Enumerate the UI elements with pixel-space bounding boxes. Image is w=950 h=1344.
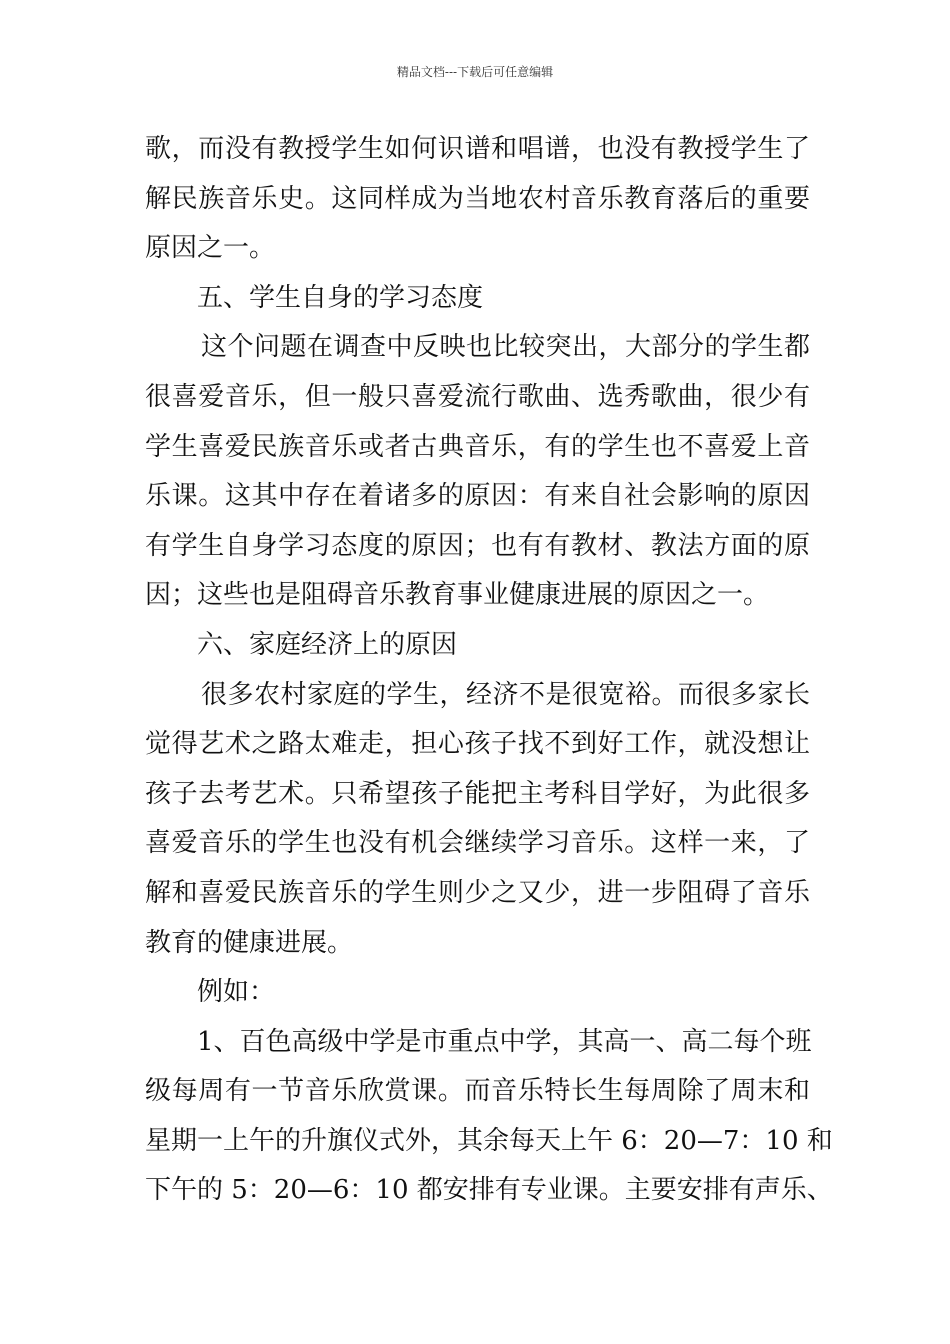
text-line: 原因之一。 xyxy=(145,233,276,264)
section-heading: 五、学生自身的学习态度 xyxy=(197,282,484,313)
text-line: 很多农村家庭的学生，经济不是很宽裕。而很多家长 xyxy=(201,679,810,710)
document-body xyxy=(145,125,833,1216)
text-line: 歌，而没有教授学生如何识谱和唱谱，也没有教授学生了 xyxy=(145,134,810,164)
text-line: 解和喜爱民族音乐的学生则少之又少，进一步阻碍了音乐 xyxy=(145,877,810,908)
text-line: 有学生自身学习态度的原因；也有有教材、教法方面的原 xyxy=(145,530,810,561)
text-line: 很喜爱音乐，但一般只喜爱流行歌曲、选秀歌曲，很少有 xyxy=(145,381,810,412)
page-header: 精品文档---下载后可任意编辑 xyxy=(396,65,554,79)
text-line: 孩子去考艺术。只希望孩子能把主考科目学好，为此很多 xyxy=(145,778,810,809)
text-line: 因；这些也是阻碍音乐教育事业健康进展的原因之一。 xyxy=(145,580,770,611)
text-line: 1、百色高级中学是市重点中学，其高一、高二每个班 xyxy=(197,1026,812,1057)
text-line: 级每周有一节音乐欣赏课。而音乐特长生每周除了周末和 xyxy=(145,1076,810,1107)
text-line: 觉得艺术之路太难走，担心孩子找不到好工作，就没想让 xyxy=(145,729,810,760)
section-heading: 六、家庭经济上的原因 xyxy=(197,629,458,660)
text-line: 乐课。这其中存在着诸多的原因：有来自社会影响的原因 xyxy=(145,481,810,512)
text-line: 学生喜爱民族音乐或者古典音乐，有的学生也不喜爱上音 xyxy=(145,431,810,462)
text-line: 这个问题在调查中反映也比较突出，大部分的学生都 xyxy=(201,332,810,363)
text-line: 解民族音乐史。这同样成为当地农村音乐教育落后的重要 xyxy=(145,183,810,214)
text-line: 星期一上午的升旗仪式外，其余每天上午 6：20—7：10 和 xyxy=(145,1125,833,1156)
text-line: 下午的 5：20—6：10 都安排有专业课。主要安排有声乐、 xyxy=(145,1175,833,1206)
text-line: 喜爱音乐的学生也没有机会继续学习音乐。这样一来，了 xyxy=(145,828,810,859)
text-line: 例如： xyxy=(197,977,276,1008)
text-line: 教育的健康进展。 xyxy=(145,927,354,958)
